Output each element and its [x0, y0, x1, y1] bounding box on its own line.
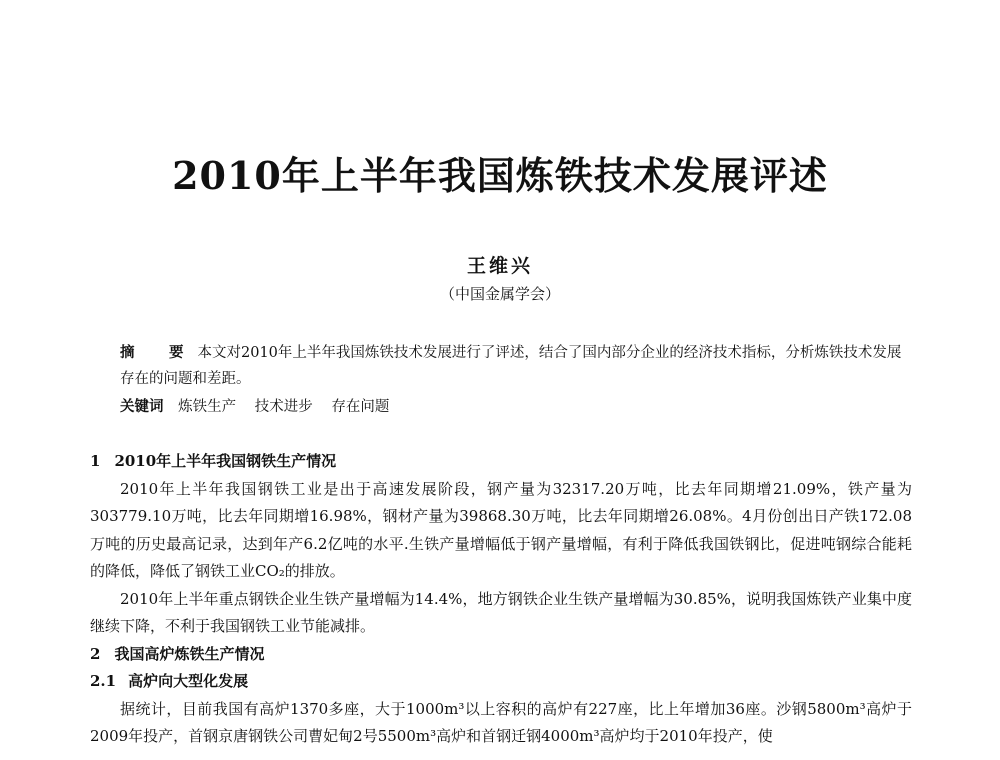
section-heading	[90, 448, 912, 476]
keywords-label: 关键词	[120, 398, 164, 415]
author-name: 王维兴	[466, 255, 533, 277]
keyword-item: 炼铁生产	[178, 399, 237, 415]
section-number: 1	[90, 452, 101, 470]
abstract-label: 摘 要	[120, 344, 194, 361]
keywords	[120, 394, 905, 420]
subsection-title: 高炉向大型化发展	[128, 672, 249, 690]
section-title: 我国高炉炼铁生产情况	[114, 644, 265, 663]
body-text	[90, 448, 912, 751]
section-title: 2010年上半年我国钢铁生产情况	[114, 452, 337, 470]
subsection-number: 2.1	[90, 672, 117, 690]
subsection-heading	[90, 668, 912, 696]
author-affiliation: （中国金属学会）	[439, 285, 560, 303]
paragraph: 2010年上半年我国钢铁工业是出于高速发展阶段，钢产量为32317.20万吨，比去年同期增21.09%，铁产量为303779.10万吨，比去年同期增16.98%，钢材产量为39868.30万吨，比去年同期增26.08%。4月份创出日产铁172.08万吨的历史最高记录，达到年产6.2亿吨的水平.生铁产量增幅低于钢产量增幅，有利于降低我国铁钢比，促进吨钢综合能耗的降低，降低了钢铁工业CO₂的排放。	[90, 479, 912, 580]
paper-title: 2010年上半年我国炼铁技术发展评述	[172, 153, 828, 198]
abstract-text: 本文对2010年上半年我国炼铁技术发展进行了评述，结合了国内部分企业的经济技术指标，分析炼铁技术发展存在的问题和差距。	[120, 345, 902, 387]
keyword-item: 存在问题	[331, 399, 390, 415]
abstract	[120, 340, 905, 392]
section-heading	[90, 641, 912, 669]
keyword-item: 技术进步	[254, 399, 313, 415]
section-number: 2	[90, 644, 101, 663]
paragraph: 2010年上半年重点钢铁企业生铁产量增幅为14.4%，地方钢铁企业生铁产量增幅为30.85%，说明我国炼铁产业集中度继续下降，不利于我国钢铁工业节能减排。	[90, 589, 912, 635]
paragraph: 据统计，目前我国有高炉1370多座，大于1000m³以上容积的高炉有227座，比上年增加36座。沙钢5800m³高炉于2009年投产，首钢京唐钢铁公司曹妃甸2号5500m³高炉和首钢迁钢4000m³高炉均于2010年投产，使	[90, 699, 912, 745]
